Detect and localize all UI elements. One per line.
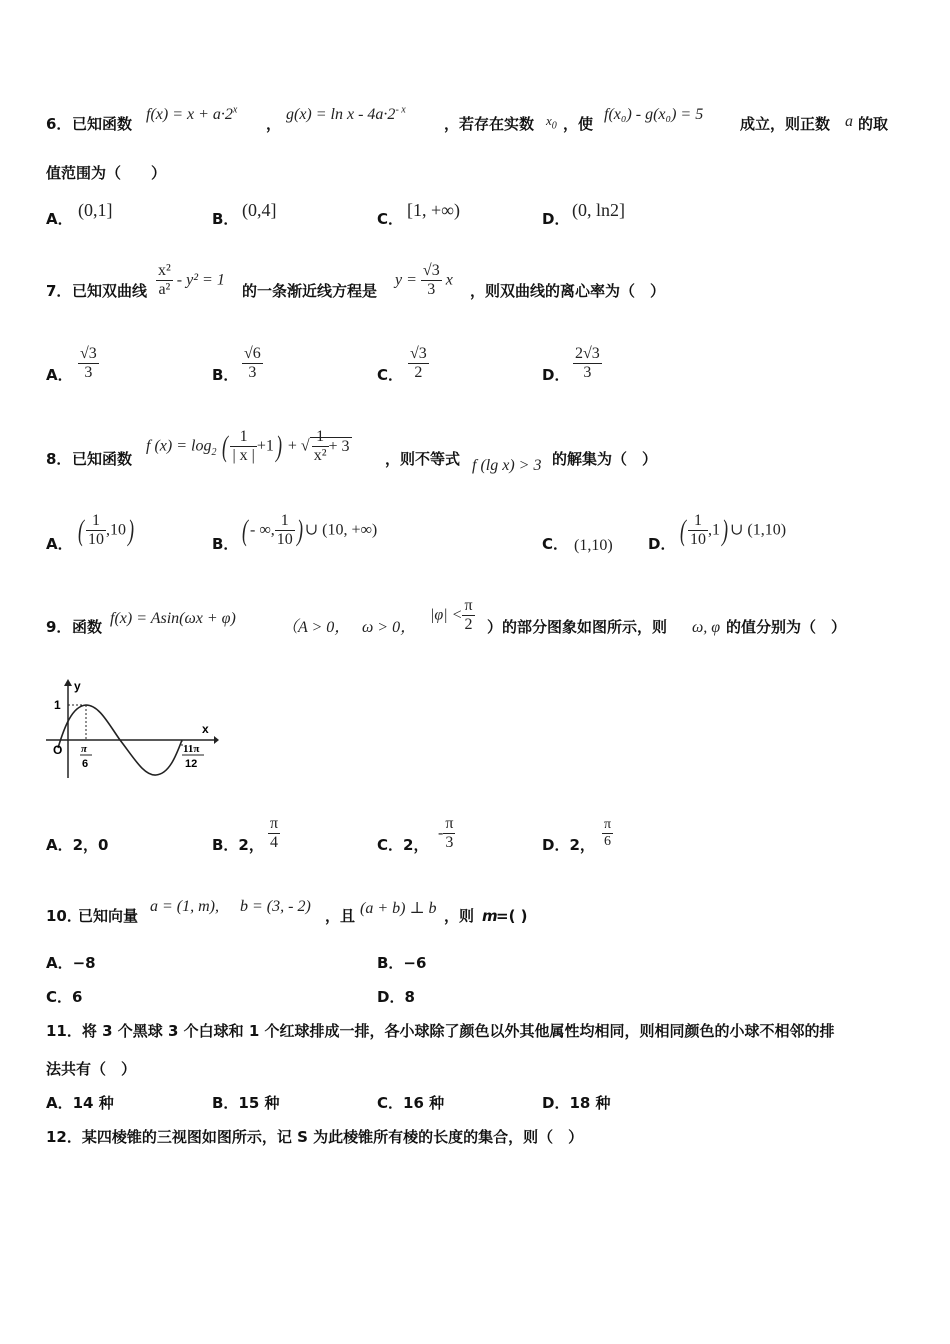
q6-text-4: 成立，则正数 (740, 115, 831, 133)
x-axis-arrow (214, 736, 219, 744)
tick-1-den: 6 (82, 758, 89, 770)
q8-option-c-label: C． (542, 535, 569, 553)
q6-text-1: 已知函数 (72, 115, 133, 133)
q6-x0: $x_0$ (546, 113, 557, 132)
q10-perp: (a + b) ⊥ b (360, 900, 437, 917)
q10-text-4: =( ) (496, 907, 528, 925)
q6-condition: f(x₀) - g(x₀) = 5 (604, 106, 704, 123)
q10-option-a: A．−8 (46, 954, 96, 972)
q10-text-3: ，则 (444, 907, 475, 925)
q9-text-1: 函数 (72, 618, 103, 636)
q8-option-b-value: ( - ∞, $\frac{1}{10}$ ) ∪ (10, +∞) (242, 512, 378, 549)
q8-inequality: f (lg x) > 3 (472, 457, 542, 474)
q8-option-a-value: ( $\frac{1}{10}$ ,10) (78, 512, 134, 549)
tick-2-num: 11π (183, 743, 200, 755)
q6-f-definition: $f(x) = x + a\cdot 2^x$ (146, 104, 238, 123)
q6-option-b-value: (0,4] (242, 200, 277, 220)
one-label: 1 (54, 698, 61, 712)
q8-option-c-value: (1,10) (574, 537, 613, 554)
q9-cond-1: （A > 0， (282, 619, 351, 636)
y-axis-arrow (64, 679, 72, 686)
q7-option-b-label: B． (212, 366, 239, 384)
q6-sep: ， (266, 115, 282, 133)
q7-option-c-value: $\frac{√3}{2}$ (410, 345, 427, 382)
q11-line-1: 11．将 3 个黑球 3 个白球和 1 个红球排成一排，各小球除了颜色以外其他属性均相同，则相同颜色的小球不相邻的排 (46, 1022, 835, 1040)
q6-option-a-label: A． (46, 210, 73, 228)
q6-option-c-label: C． (377, 210, 404, 228)
q7-option-b-value: $\frac{√6}{3}$ (244, 345, 261, 382)
q11-option-d: D．18 种 (542, 1094, 611, 1112)
q9-option-c-label: C．2， (377, 836, 429, 854)
q6-option-a-value: (0,1] (78, 200, 113, 220)
q8-option-d-label: D． (648, 535, 676, 553)
origin-label: O (53, 743, 63, 757)
q10-option-c: C．6 (46, 988, 83, 1006)
q8-text-3: 的解集为（ ） (552, 450, 658, 468)
q11-line-2: 法共有（ ） (46, 1060, 137, 1078)
q9-cond-2: ω > 0， (362, 619, 417, 636)
q9-function: f(x) = Asin(ωx + φ) (110, 610, 236, 627)
q9-text-3: 的值分别为（ ） (726, 618, 847, 636)
q7-frac-num: x² (156, 262, 173, 281)
q8-option-d-value: ( $\frac{1}{10}$ ,1) ∪ (1,10) (680, 512, 787, 549)
q9-option-d-label: D．2， (542, 836, 595, 854)
q11-option-b: B．15 种 (212, 1094, 280, 1112)
q11-option-a: A．14 种 (46, 1094, 114, 1112)
tick-2-den: 12 (185, 758, 198, 770)
q7-text-1: 已知双曲线 (72, 282, 148, 300)
q10-option-d: D．8 (377, 988, 415, 1006)
y-label: y (74, 679, 81, 693)
q7-option-d-value: $\frac{2√3}{3}$ (575, 345, 600, 382)
q7-option-c-label: C． (377, 366, 404, 384)
q11-option-c: C．16 种 (377, 1094, 445, 1112)
q6-option-d-label: D． (542, 210, 570, 228)
q6-text-2: ，若存在实数 (444, 115, 535, 133)
x-label: x (202, 722, 209, 736)
q8-option-b-label: B． (212, 535, 239, 553)
q7-asymptote: y = $\frac{√3}{3}$ x (395, 262, 453, 299)
q6-a: a (845, 113, 853, 130)
q6-option-c-value: [1, +∞) (407, 200, 460, 220)
q7-text-2: 的一条渐近线方程是 (242, 282, 378, 300)
q7-frac-den: a² (158, 281, 171, 299)
tick-1-num: π (81, 743, 88, 755)
q10-text-2: ，且 (325, 907, 356, 925)
q9-number: 9． (46, 618, 72, 636)
q6-option-d-value: (0, ln2] (572, 200, 625, 220)
q6-g-definition: $g(x) = \ln x - 4a\cdot 2^{- x}$ (286, 104, 406, 123)
q8-option-a-label: A． (46, 535, 73, 553)
q10-text-1: 已知向量 (78, 907, 139, 925)
q8-function: f $(x) = \log_2$ ( $\frac{1}{| x |}$ +1) + √ $\frac{1}{\text{x²}}$ + 3 (146, 428, 350, 465)
q7-option-d-label: D． (542, 366, 570, 384)
q7-hyperbola: $\frac{\text{x²}}{\text{a²}}$ - y² = 1 (158, 262, 225, 299)
q10-option-b: B．−6 (377, 954, 427, 972)
q6-number: 6． (46, 115, 72, 133)
q9-option-b-label: B．2， (212, 836, 264, 854)
q9-option-d-value: $\frac{\pi}{6}$ (604, 817, 612, 850)
q9-sine-graph (44, 678, 219, 780)
q9-option-a: A．2，0 (46, 836, 109, 854)
q7-option-a-value: $\frac{√3}{3}$ (80, 345, 97, 382)
q6-text-3: ，使 (563, 115, 594, 133)
q8-text-2: ，则不等式 (385, 450, 461, 468)
q10-vector-a: a = (1, m), (150, 898, 220, 915)
q8-text-1: 已知函数 (72, 450, 133, 468)
q9-text-2: ）的部分图象如图所示，则 (487, 618, 668, 636)
q9-option-b-value: $\frac{\pi}{4}$ (270, 815, 279, 852)
q6-text-6: 值范围为（ ） (46, 164, 167, 182)
q10-number: 10． (46, 907, 82, 925)
q9-vars: ω, φ (692, 619, 721, 636)
q10-vector-b: b = (3, - 2) (240, 898, 311, 915)
q7-number: 7． (46, 282, 72, 300)
q9-cond-3: |φ| < $\frac{\pi}{2}$ (430, 597, 473, 634)
q9-option-c-value: - $\frac{\pi}{3}$ (438, 815, 454, 852)
q6-option-b-label: B． (212, 210, 239, 228)
q12-line-1: 12．某四棱锥的三视图如图所示，记 S 为此棱锥所有棱的长度的集合，则（ ） (46, 1128, 584, 1146)
q8-number: 8． (46, 450, 72, 468)
q7-option-a-label: A． (46, 366, 73, 384)
q7-text-3: ，则双曲线的离心率为（ ） (470, 282, 666, 300)
q10-m: m (482, 907, 498, 925)
q6-text-5: 的取 (858, 115, 889, 133)
